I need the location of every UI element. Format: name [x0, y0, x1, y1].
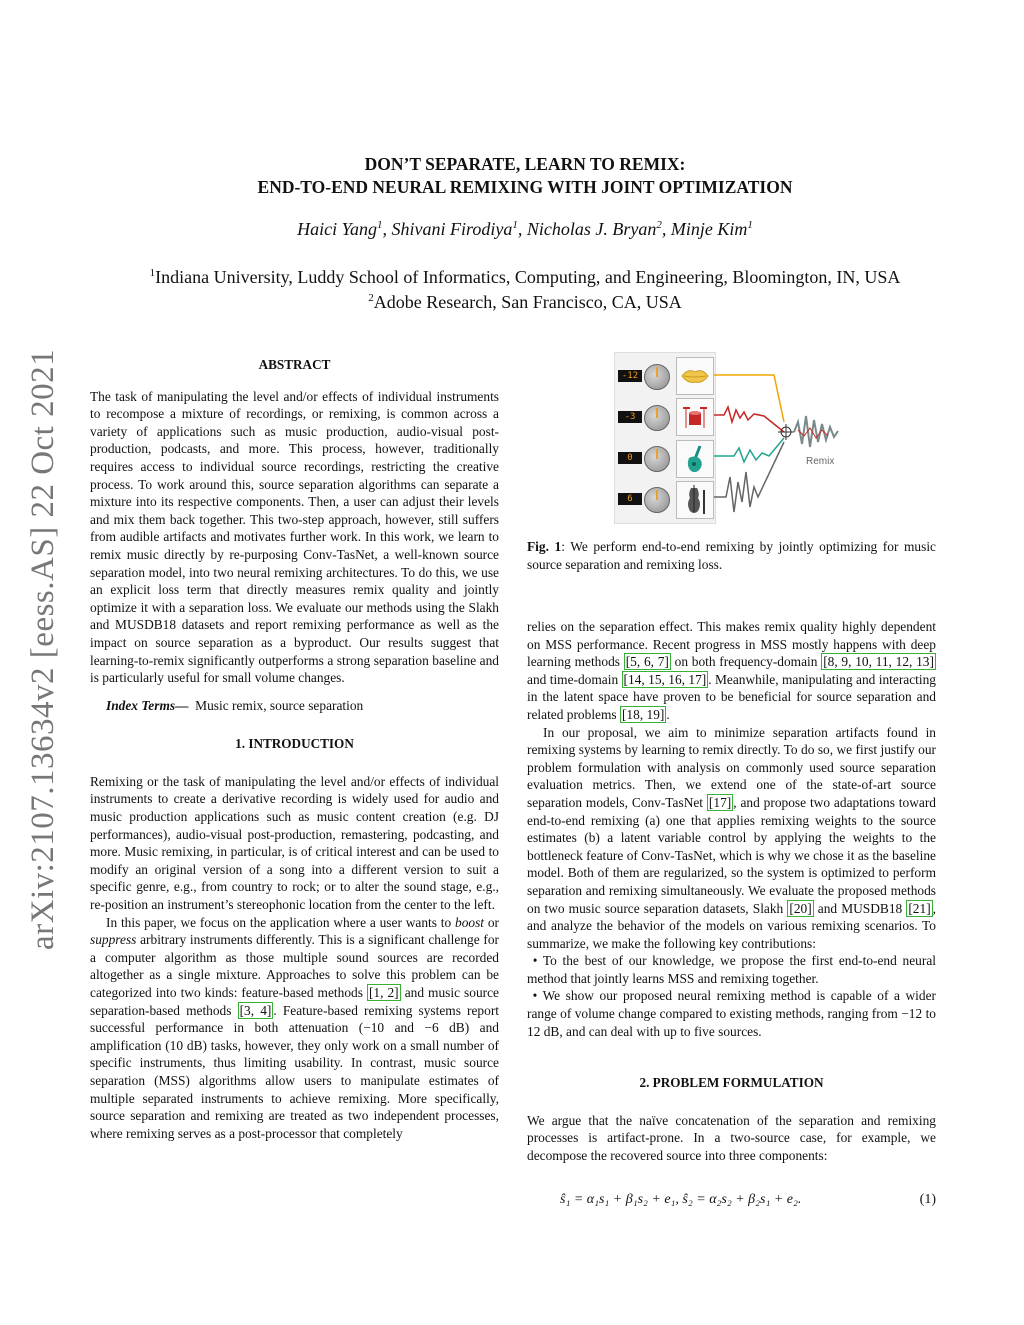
volume-knob-icon: [644, 364, 670, 390]
author-list: Haici Yang$^1$, Shivani Firodiya$^1$, Nicholas J. Bryan$^2$, Minje Kim$^1$: [297, 219, 753, 239]
violin-icon: [676, 481, 714, 519]
author: Shivani Firodiya: [391, 219, 513, 239]
title-line-2: END-TO-END NEURAL REMIXING WITH JOINT OPTIMIZATION: [257, 177, 793, 197]
affiliation: $^2$Adobe Research, San Francisco, CA, USA: [368, 292, 682, 312]
abstract-heading: ABSTRACT: [258, 357, 331, 372]
citation-link[interactable]: [5, 6, 7]: [625, 654, 669, 670]
paragraph: relies on the separation effect. This makes remix quality highly dependent on MSS performance. Recent progress in MSS mostly happens with deep learning methods [5, 6, 7] on both frequency-domain [8, 9, 10, 11, 12, 13] and time-domain [14, 15, 16, 17] . Meanwhile, manipulating and interacting in the latent space have proven to be beneficial for source separation and related problems [18, 19] .: [527, 619, 936, 722]
citation-link[interactable]: [3, 4]: [239, 1002, 272, 1018]
volume-knob-icon: [644, 487, 670, 513]
waveform-diagram: [714, 352, 854, 522]
citation-link[interactable]: [20]: [789, 900, 812, 916]
volume-knob-icon: [644, 405, 670, 431]
equation-number: (1): [919, 1192, 936, 1207]
intro-paragraph-2: In this paper, we focus on the application where a user wants to boost or suppress arbitrary instruments differently. This is a significant challenge for a computer algorithm as those multiple sound sources are recorded altogether as a single mixture. Approaches to solve this problem can be categorized into two kinds: feature-based methods [1, 2] and music source separation-based methods [3, 4] . Feature-based remixing systems report successful performance in both attenuation (−10 and −6 dB) and amplification (10 dB) tasks, however, they only work on a small number of specific instruments, thus limiting usability. In contrast, music source separation (MSS) algorithms allow users to manipulate estimates of multiple separated instruments to achieve remixing. More specifically, source separation and remixing are treated as two independent processes, where remixing serves as a post-processor that completely: [90, 914, 499, 1141]
level-display: -12: [618, 370, 642, 382]
right-column: [527, 618, 936, 1165]
level-display: 6: [618, 493, 642, 505]
drums-icon: [676, 398, 714, 436]
intro-heading: 1. INTRODUCTION: [235, 736, 354, 752]
paper-title: [100, 153, 950, 199]
volume-knob-icon: [644, 446, 670, 472]
title-line-1: DON’T SEPARATE, LEARN TO REMIX:: [364, 154, 686, 174]
arxiv-identifier: arXiv:2107.13634v2 [eess.AS] 22 Oct 2021: [25, 348, 61, 950]
paragraph: In our proposal, we aim to minimize separation artifacts found in remixing systems by learning to remix directly. To do so, we first justify our problem formulation with analysis on commonly used source separation evaluation metrics. Then, we extend one of the state-of-art source separation models, Conv-TasNet [17] , and propose two adaptations toward end-to-end remixing (a) one that applies remixing weights to the source estimates (b) a latent variable control by applying the weights to the bottleneck feature of Conv-TasNet, which is why we chose it as the baseline model. Both of them are regularized, so the system is optimized to perform separation and remixing simultaneously. We evaluate the proposed methods on two music source separation datasets, Slakh [20] and MUSDB18 [21] , and analyze the behavior of the models on various remixing scenarios. To summarize, we make the following key contributions:: [527, 724, 937, 951]
guitar-icon: [676, 440, 714, 478]
citation-link[interactable]: [18, 19]: [621, 706, 665, 722]
citation-link[interactable]: [14, 15, 16, 17]: [623, 671, 707, 687]
vocals-icon: [676, 357, 714, 395]
affiliations: [90, 265, 960, 315]
index-terms: Index Terms— Music remix, source separation: [106, 697, 364, 713]
contribution-bullet: • We show our proposed neural remixing method is capable of a wider range of volume change compared to existing methods, ranging from −12 to 12 dB, and can deal with up to five sources.: [527, 988, 936, 1039]
affiliation: $^1$Indiana University, Luddy School of Informatics, Computing, and Engineering, Bloomington, IN, USA: [149, 267, 901, 287]
level-display: -3: [618, 411, 642, 423]
abstract-text: The task of manipulating the level and/or effects of individual instruments to recompose a mixture of recordings, or remixing, is common across a variety of applications such as music production, audio-visual post-production, podcasts, and more. This process, however, traditionally requires access to individual source recordings, restricting the creative process. To work around this, source separation algorithms can separate a mixture into its respective components. Then, a user can adjust their levels and mix them back together. This two-step approach, however, still suffers from audible artifacts and motivates further work. In this work, we learn to remix music directly by re-purposing Conv-TasNet, a well-known source separation model, into two neural remixing architectures. To do this, we use an explicit loss term that directly measures remix quality and jointly optimize it with a separation loss. We evaluate our methods using the Slakh and MUSDB18 datasets and report remixing performance as well as the impact on source separation as a byproduct. Our results suggest that learning-to-remix significantly outperforms a strong separation baseline and is particularly useful for small volume changes.: [90, 388, 499, 686]
citation-link[interactable]: [8, 9, 10, 11, 12, 13]: [823, 654, 934, 670]
contribution-bullet: • To the best of our knowledge, we propose the first end-to-end neural method that jointly learns MSS and remixing together.: [527, 953, 936, 986]
author: Nicholas J. Bryan: [526, 219, 657, 239]
citation-link[interactable]: [1, 2]: [368, 985, 399, 1000]
section-2-heading: 2. PROBLEM FORMULATION: [639, 1075, 824, 1091]
author: Minje Kim: [670, 219, 748, 239]
citation-link[interactable]: [21]: [908, 900, 931, 916]
equation-1: ŝ₁ = α₁s₁ + β₁s₂ + e₁, ŝ₂ = α₂s₂ + β₂s₁ + e₂. (1): [560, 1192, 936, 1207]
figure-caption: Fig. 1: We perform end-to-end remixing by jointly optimizing for music source separation and remixing loss.: [527, 539, 936, 572]
left-column: [90, 356, 499, 1142]
figure-1: [614, 352, 854, 522]
remix-label: Remix: [806, 456, 835, 467]
intro-paragraph-1: Remixing or the task of manipulating the level and/or effects of individual instruments to create a derivative recording is widely used for audio and music production applications such as music content creation (e.g. DJ performances), audio-visual post-production, remastering, podcasting, and more. Music remixing, in particular, is of critical interest and can be used to modify an original version of a song into a different version to suit a specific genre, e.g., from country to rock; or to alter the sound stage, e.g., re-position an instrument’s stereophonic location from the center to the left.: [90, 773, 499, 913]
level-display: 0: [618, 452, 642, 464]
section-2-text: We argue that the naïve concatenation of the separation and remixing processes is artifact-prone. In a two-source case, for example, we decompose the recovered source into three components:: [527, 1112, 936, 1164]
citation-link[interactable]: [17]: [708, 794, 732, 810]
author: Haici Yang: [297, 219, 378, 239]
